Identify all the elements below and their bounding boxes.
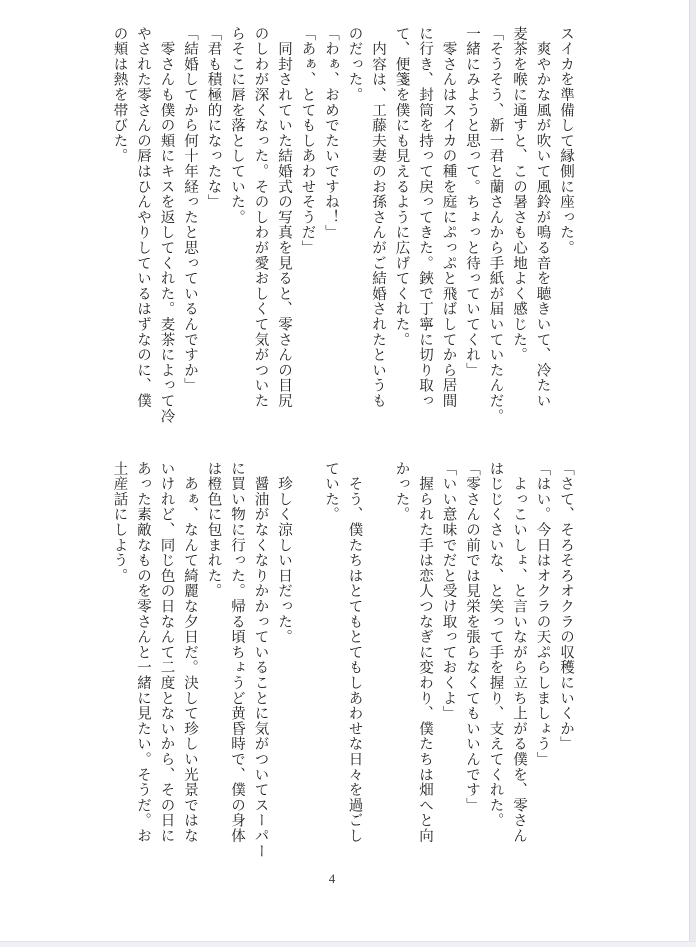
lower-text-block bbox=[107, 461, 577, 889]
text-line: 同封されていた結婚式の写真を見ると、零さんの目尻 bbox=[276, 26, 292, 409]
text-line: かった。 bbox=[393, 461, 410, 523]
text-line: 「いい意味でだと受け取っておくよ」 bbox=[440, 461, 457, 722]
text-line: 「零さんの前では見栄を張らなくてもいいんです」 bbox=[464, 461, 480, 813]
text-line: やされた零さんの唇はひんやりしているはずなのに、僕 bbox=[135, 26, 151, 409]
text-line: 「あぁ、とてもしあわせそうだ」 bbox=[299, 26, 316, 256]
text-line: 「はい。今日はオクラの天ぷらしましょう」 bbox=[534, 461, 551, 767]
text-line: 爽やかな風が吹いて風鈴が鳴る音を聴きいて、冷たい bbox=[534, 26, 551, 409]
text-line: いけれど、同じ色の日なんて二度とないから、その日に bbox=[158, 461, 175, 844]
text-line: 「さて、そろそろオクラの収穫にいくか」 bbox=[558, 461, 574, 752]
upper-text-block bbox=[107, 26, 577, 454]
text-line: あぁ、なんて綺麗な夕日だ。決して珍しい光景ではな bbox=[182, 461, 198, 844]
text-line: 零さんも僕の頬にキスを返してくれた。麦茶によって冷 bbox=[158, 26, 175, 424]
text-line: らそこに唇を落としていた。 bbox=[229, 26, 245, 225]
page-number: 4 bbox=[328, 871, 336, 886]
text-line: 一緒にみようと思って。ちょっと待っていてくれ」 bbox=[464, 26, 480, 378]
text-line: 土産話にしよう。 bbox=[111, 461, 128, 584]
text-line: ていた。 bbox=[323, 461, 339, 523]
text-line: よっこいしょ、と言いながら立ち上がる僕を、零さん bbox=[511, 461, 527, 844]
text-line: 「結婚してから何十年経ったと思っているんですか」 bbox=[182, 26, 198, 394]
text-line: 内容は、工藤夫妻のお孫さんがご結婚されたというも bbox=[370, 26, 386, 409]
text-line: あった素敵なものを零さんと一緒に見たい。そうだ。お bbox=[135, 461, 151, 844]
text-line: のだった。 bbox=[346, 26, 363, 103]
text-line: 「わぁ、おめでたいですね！」 bbox=[323, 26, 339, 241]
text-line: に買い物に行った。帰る頃ちょうど黄昏時で、僕の身体 bbox=[229, 461, 245, 844]
text-line: 麦茶を喉に通すと、この暑さも心地よく感じた。 bbox=[511, 26, 527, 363]
text-line: の頬は熱を帯びた。 bbox=[111, 26, 128, 164]
blank-line bbox=[366, 461, 390, 889]
text-line: 「そうそう、新一君と蘭さんから手紙が届いていたんだ。 bbox=[487, 26, 504, 424]
text-line: のしわが深くなった。そのしわが愛おしくて気がついた bbox=[252, 26, 269, 409]
text-line: スイカを準備して縁側に座った。 bbox=[558, 26, 574, 256]
text-line: 珍しく涼しい日だった。 bbox=[276, 461, 292, 645]
scrollbar-track-horizontal[interactable] bbox=[0, 941, 696, 947]
text-line: 醤油がなくなりかかっていることに気がついてスーパー bbox=[252, 461, 269, 859]
text-line: 零さんはスイカの種を庭にぷっぷと飛ばしてから居間 bbox=[440, 26, 457, 409]
text-line: は橙色に包まれた。 bbox=[205, 461, 222, 599]
text-line: に行き、封筒を持って戻ってきた。鋏で丁寧に切り取っ bbox=[417, 26, 433, 409]
scrollbar-track-vertical[interactable] bbox=[689, 0, 696, 947]
text-line: 握られた手は恋人つなぎに変わり、僕たちは畑へと向 bbox=[417, 461, 433, 844]
text-line: 「君も積極的になったな」 bbox=[205, 26, 222, 210]
text-line: はじじくさいな、と笑って手を握り、支えてくれた。 bbox=[487, 461, 504, 829]
blank-line bbox=[295, 461, 319, 889]
text-line: て、便箋を僕にも見えるように広げてくれた。 bbox=[393, 26, 410, 348]
text-line: そう、僕たちはとてもとてもしあわせな日々を過ごし bbox=[346, 461, 363, 844]
